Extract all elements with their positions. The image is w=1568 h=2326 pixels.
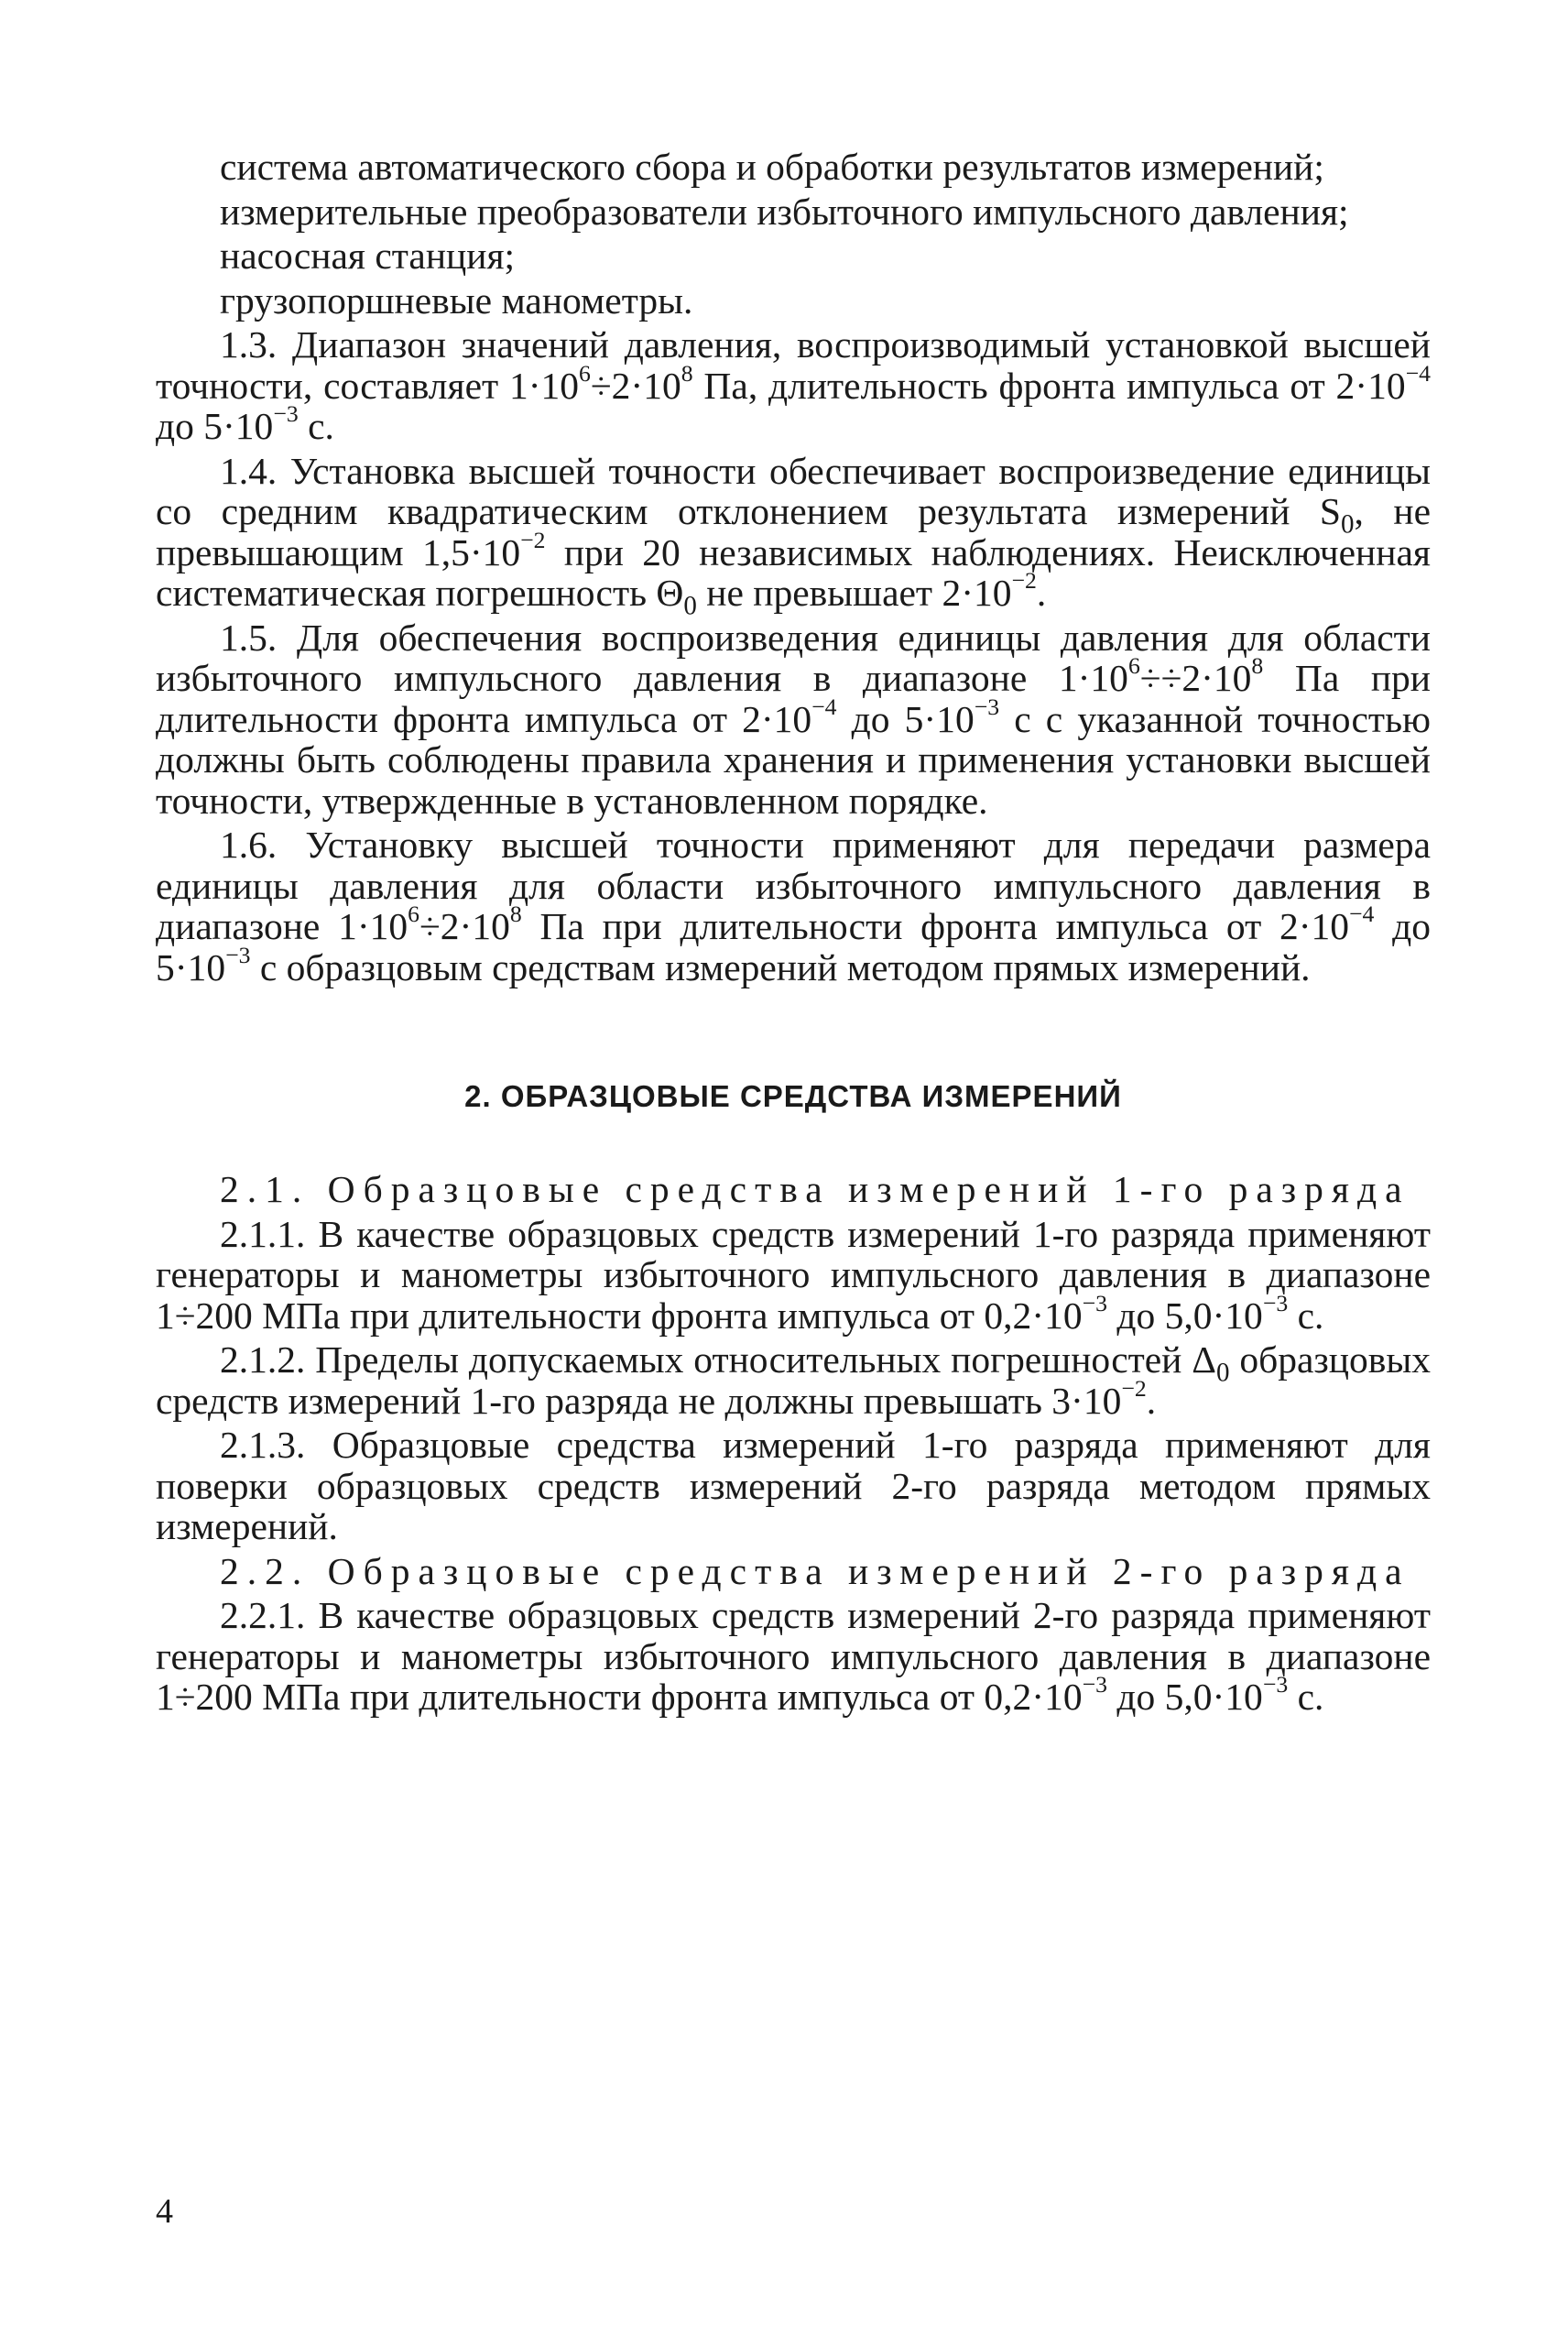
document-body [156,147,1431,1721]
page-number: 4 [156,2192,173,2231]
paragraph: 2.2.1. В качестве образцовых средств измерений 2-го разряда применяют генераторы и манометры избыточного импульсного давления в диапазоне 1÷200 МПа при длительности фронта импульса от $0,2\cdot 10^{-3}$ до $5,0\cdot 10^{-3}$ с. [156,1594,1431,1718]
spacer [156,988,1431,991]
subsection-title: 2.2. Образцовые средства измерений 2-го разряда [220,1549,1410,1592]
paragraph: 1.6. Установку высшей точности применяют для передачи размера единицы давления для области избыточного импульсного давления в диапазоне $1\cdot 10^6\div 2\cdot 10^8$ Па при длительности фронта импульса от $2\cdot 10^{-4}$ до $5\cdot 10^{-3}$ с образцовым средствам измерений методом прямых измерений. [156,824,1431,988]
section-heading: 2. ОБРАЗЦОВЫЕ СРЕДСТВА ИЗМЕРЕНИЙ [464,1079,1122,1113]
list-item: система автоматического сбора и обработки результатов измерений; [220,146,1324,188]
list-item: грузопоршневые манометры. [220,278,693,322]
list-item: измерительные преобразователи избыточного импульсного давления; [220,190,1349,233]
list-item: насосная станция; [220,235,516,277]
paragraph: 1.5. Для обеспечения воспроизведения единицы давления для области избыточного импульсного давления в диапазоне $1\cdot 10^6\div\div 2\cdot 10^8$ Па при длительности фронта импульса от $2\cdot 10^{-4}$ до $5\cdot 10^{-3}$ с с указанной точностью должны быть соблюдены правила хранения и применения установки высшей точности, утвержденные в установленном порядке. [156,616,1431,822]
subsection-title: 2.1. Образцовые средства измерений 1-го разряда [220,1168,1410,1210]
paragraph: 2.1.1. В качестве образцовых средств измерений 1-го разряда применяют генераторы и манометры избыточного импульсного давления в диапазоне 1÷200 МПа при длительности фронта импульса от $0,2\cdot 10^{-3}$ до $5,0\cdot 10^{-3}$ с. [156,1212,1431,1337]
paragraph: 1.3. Диапазон значений давления, воспроизводимый установкой высшей точности, составляет $1\cdot 10^6\div 2\cdot 10^8$ Па, длительность фронта импульса от $2\cdot 10^{-4}$ до $5\cdot 10^{-3}$ с. [156,323,1431,447]
paragraph: 2.1.3. Образцовые средства измерений 1-го разряда применяют для поверки образцовых средств измерений 2-го разряда методом прямых измерений. [156,1424,1431,1547]
spacer [156,1718,1431,1721]
document-page [156,147,1431,1721]
paragraph: 1.4. Установка высшей точности обеспечивает воспроизведение единицы со средним квадратическим отклонением результата измерений $S_0$, не превышающим $1,5\cdot 10^{-2}$ при 20 независимых наблюдениях. Неисключенная систематическая погрешность $\Theta_0$ не превышает $2\cdot 10^{-2}$. [156,449,1431,621]
paragraph: 2.1.2. Пределы допускаемых относительных погрешностей $\Delta_0$ образцовых средств измерений 1-го разряда не должны превышать $3\cdot 10^{-2}$. [156,1338,1431,1422]
